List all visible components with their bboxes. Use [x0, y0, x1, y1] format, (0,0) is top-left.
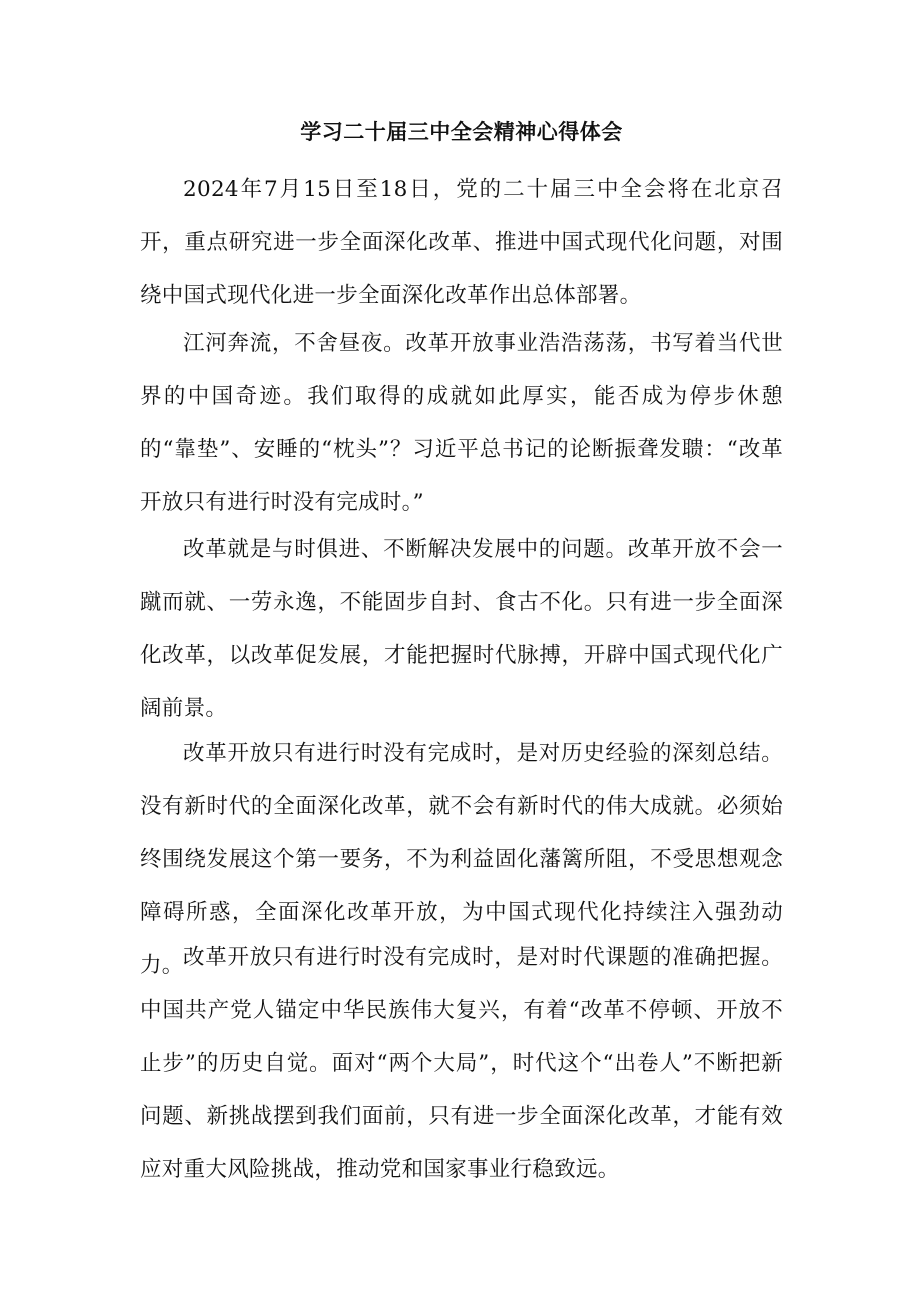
- paragraph-4: 改革开放只有进行时没有完成时，是对历史经验的深刻总结。没有新时代的全面深化改革，就不会有新时代的伟大成就。必须始终围绕发展这个第一要务，不为利益固化藩篱所阻，不受思想观念障碍所惑，全面深化改革开放，为中国式现代化持续注入强劲动力。: [140, 741, 783, 978]
- paragraph-2: 江河奔流，不舍昼夜。改革开放事业浩浩荡荡，书写着当代世界的中国奇迹。我们取得的成就如此厚实，能否成为停步休憩的“靠垫”、安睡的“枕头”？习近平总书记的论断振聋发聩：“改革开放只有进行时没有完成时。”: [140, 331, 783, 515]
- paragraph-5: 改革开放只有进行时没有完成时，是对时代课题的准确把握。中国共产党人锚定中华民族伟大复兴，有着“改革不停顿、开放不止步”的历史自觉。面对“两个大局”，时代这个“出卷人”不断把新问题、新挑战摆到我们面前，只有进一步全面深化改革，才能有效应对重大风险挑战，推动党和国家事业行稳致远。: [140, 945, 783, 1182]
- document-title: 学习二十届三中全会精神心得体会: [300, 120, 623, 144]
- paragraph-3: 改革就是与时俱进、不断解决发展中的问题。改革开放不会一蹴而就、一劳永逸，不能固步自封、食古不化。只有进一步全面深化改革，以改革促发展，才能把握时代脉搏，开辟中国式现代化广阔前景。: [140, 537, 783, 721]
- paragraph-1: 2024年7月15日至18日，党的二十届三中全会将在北京召开，重点研究进一步全面深化改革、推进中国式现代化问题，对围绕中国式现代化进一步全面深化改革作出总体部署。: [140, 177, 783, 308]
